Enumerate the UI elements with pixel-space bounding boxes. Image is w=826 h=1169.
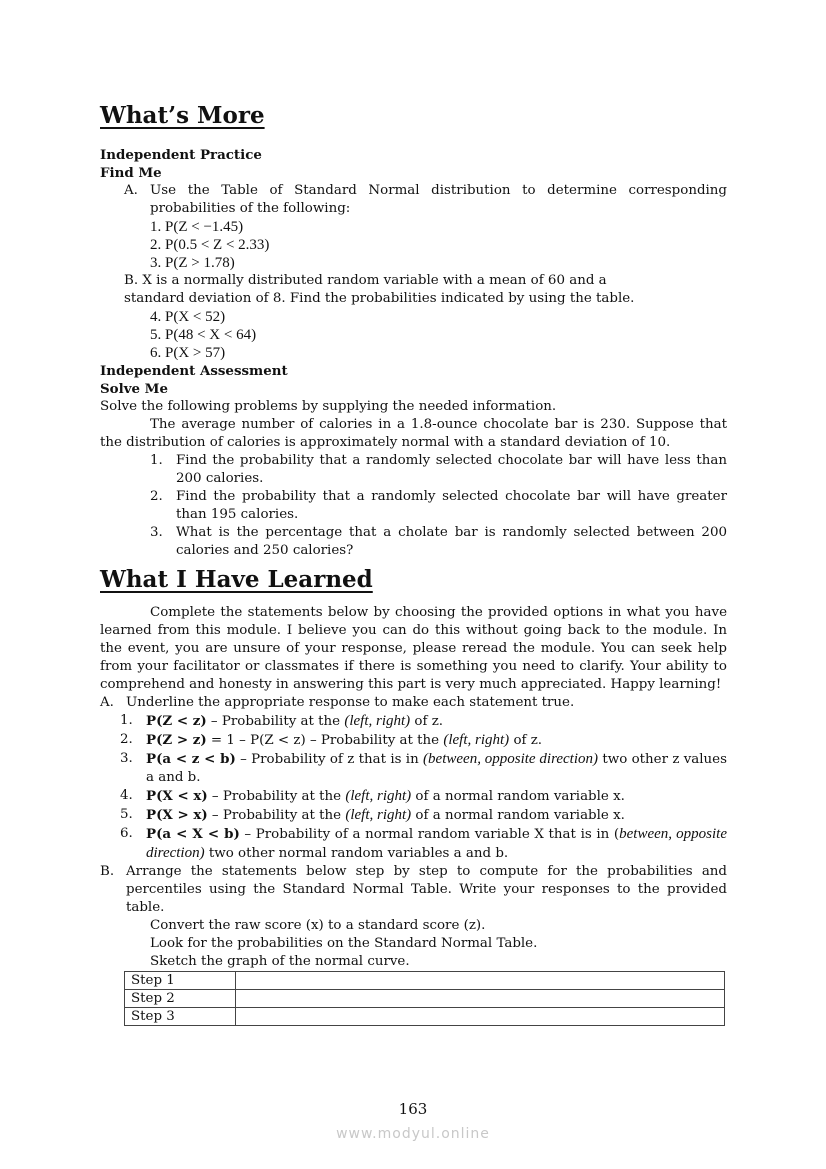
answer-cell[interactable] bbox=[236, 990, 725, 1008]
list-item: 4. P(X < 52) bbox=[150, 309, 226, 325]
statement-item: 3. P(a < z < b) – Probability of z that is in (between, opposite direction) two other z values a and b. bbox=[120, 751, 727, 785]
option-choices: (left, right) bbox=[443, 732, 510, 748]
part-b: B. Arrange the statements below step by step to compute for the probabilities and percentiles using the Standard Normal Table. Write your responses to the provided table. bbox=[100, 864, 727, 915]
statement-item: 4. P(X < x) – Probability at the (left, right) of a normal random variable x. bbox=[120, 788, 625, 804]
part-a: A. Underline the appropriate response to make each statement true. bbox=[100, 695, 575, 710]
watermark: www.modyul.online bbox=[336, 1126, 490, 1142]
step-option: Look for the probabilities on the Standard Normal Table. bbox=[150, 936, 538, 951]
expression: P(Z > z) bbox=[146, 732, 207, 748]
option-choices: (between, opposite direction) bbox=[423, 751, 599, 767]
answer-cell[interactable] bbox=[236, 972, 725, 990]
option-choices: (left, right) bbox=[345, 807, 412, 823]
list-item: 1. P(Z < −1.45) bbox=[150, 219, 244, 235]
expression: P(Z < z) bbox=[146, 713, 207, 729]
problem-item: 3. What is the percentage that a cholate bar is randomly selected between 200 calories and 250 calories? bbox=[150, 525, 727, 558]
option-choices: (left, right) bbox=[345, 788, 412, 804]
table-row: Step 1 bbox=[125, 972, 725, 990]
step-option: Convert the raw score (x) to a standard score (z). bbox=[150, 918, 486, 933]
problem-item: 1. Find the probability that a randomly selected chocolate bar will have less than 200 calories. bbox=[150, 453, 727, 486]
list-item: 3. P(Z > 1.78) bbox=[150, 255, 235, 271]
list-item: 2. P(0.5 < Z < 2.33) bbox=[150, 237, 270, 253]
statement-item: 5. P(X > x) – Probability at the (left, right) of a normal random variable x. bbox=[120, 807, 625, 823]
expression: P(a < X < b) bbox=[146, 826, 240, 842]
steps-table bbox=[124, 971, 725, 1026]
expression: P(X < x) bbox=[146, 788, 208, 804]
part-b-line1: B. X is a normally distributed random variable with a mean of 60 and a bbox=[124, 273, 607, 288]
section-title-what-i-have-learned: What I Have Learned bbox=[100, 566, 373, 593]
statement-item: 6. P(a < X < b) – Probability of a normal random variable X that is in (between, opposite direction) two other normal random variables a and b. bbox=[120, 826, 727, 861]
step-option: Sketch the graph of the normal curve. bbox=[150, 954, 410, 969]
list-item: 6. P(X > 57) bbox=[150, 345, 226, 361]
page-number: 163 bbox=[398, 1100, 428, 1118]
section-title-whats-more: What’s More bbox=[100, 102, 265, 129]
answer-cell[interactable] bbox=[236, 1008, 725, 1026]
statement-item: 2. P(Z > z) = 1 – P(Z < z) – Probability at the (left, right) of z. bbox=[120, 732, 543, 748]
instructions: Solve the following problems by supplying the needed information. bbox=[100, 399, 557, 414]
heading-independent-practice: Independent Practice bbox=[100, 147, 262, 163]
expression: P(X > x) bbox=[146, 807, 208, 823]
part-a: A. Use the Table of Standard Normal distribution to determine corresponding probabilities of the following: bbox=[124, 183, 727, 216]
table-row: Step 3 bbox=[125, 1008, 725, 1026]
problem-context: The average number of calories in a 1.8-ounce chocolate bar is 230. Suppose that the distribution of calories is approximately normal with a standard deviation of 10. bbox=[100, 417, 727, 450]
problem-item: 2. Find the probability that a randomly selected chocolate bar will have greater than 195 calories. bbox=[150, 489, 727, 522]
expression: P(a < z < b) bbox=[146, 751, 236, 767]
option-choices: between, opposite direction) bbox=[146, 826, 727, 861]
option-choices: (left, right) bbox=[344, 713, 411, 729]
heading-independent-assessment: Independent Assessment bbox=[100, 363, 288, 379]
statement-item: 1. P(Z < z) – Probability at the (left, right) of z. bbox=[120, 713, 444, 729]
learned-intro: Complete the statements below by choosing the provided options in what you have learned from this module. I believe you can do this without going back to the module. In the event, you are unsure of your response, please reread the module. You can seek help from your facilitator or classmates if there is something you need to clarify. Your ability to comprehend and honesty in answering this part is very much appreciated. Happy learning! bbox=[100, 605, 727, 692]
heading-solve-me: Solve Me bbox=[100, 381, 168, 397]
heading-find-me: Find Me bbox=[100, 165, 162, 181]
page-content bbox=[100, 100, 727, 1026]
table-row: Step 2 bbox=[125, 990, 725, 1008]
part-b-line2: standard deviation of 8. Find the probabilities indicated by using the table. bbox=[124, 291, 635, 306]
list-item: 5. P(48 < X < 64) bbox=[150, 327, 257, 343]
